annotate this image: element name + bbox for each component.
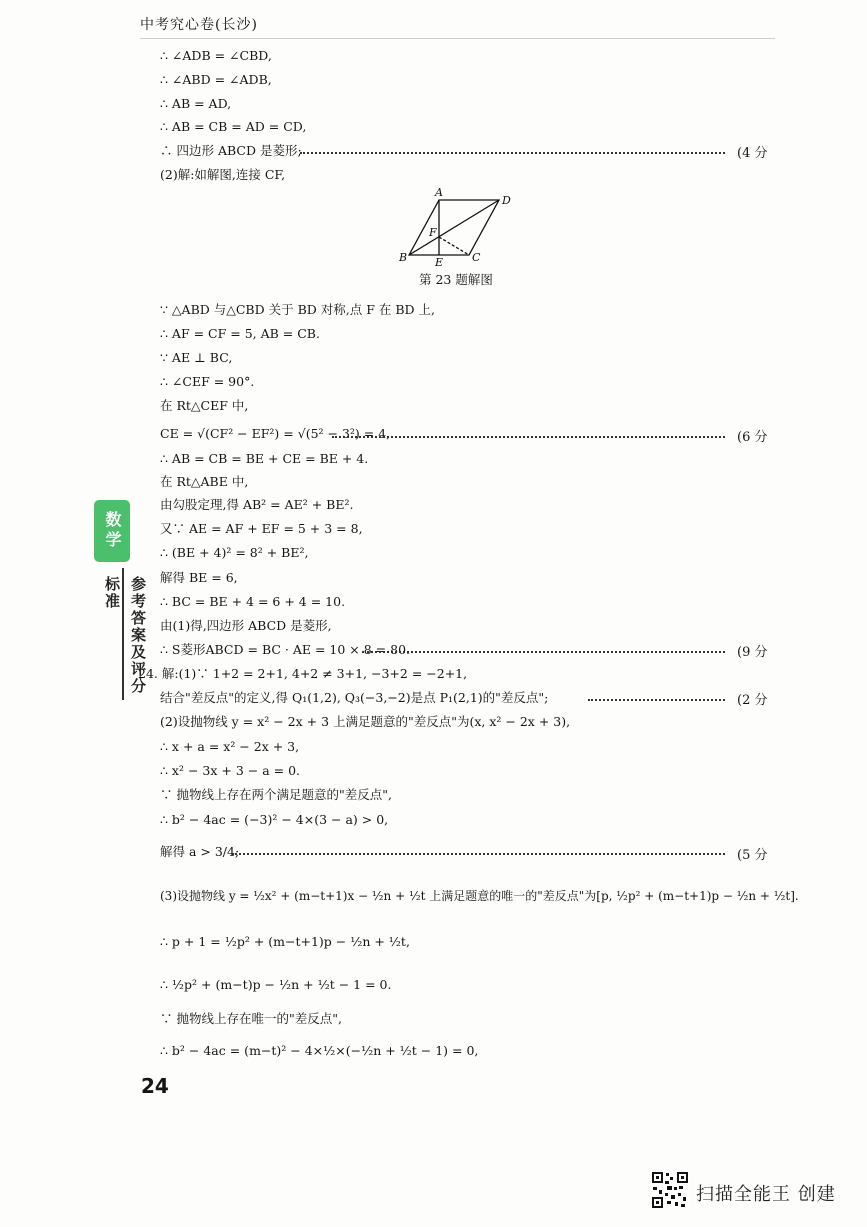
solution-line: 解得 BE = 6, bbox=[160, 570, 238, 585]
solution-line: 解得 a > 3/4; bbox=[160, 844, 240, 859]
solution-line: ∵ 抛物线上存在两个满足题意的"差反点", bbox=[160, 787, 392, 802]
label-d: D bbox=[502, 194, 511, 207]
score-leader bbox=[300, 152, 725, 154]
label-c: C bbox=[472, 251, 481, 264]
solution-line: (2)设抛物线 y = x² − 2x + 3 上满足题意的"差反点"为(x, x² − 2x + 3), bbox=[160, 714, 571, 729]
solution-line: 由勾股定理,得 AB² = AE² + BE². bbox=[160, 497, 354, 512]
solution-line: ∴ ∠ABD = ∠ADB, bbox=[160, 72, 272, 87]
sidebar-title: 参考答案及评分标准 bbox=[103, 576, 147, 695]
scanner-watermark: 扫描全能王 创建 bbox=[696, 1184, 836, 1205]
solution-line: ∴ S菱形ABCD = BC · AE = 10 × 8 = 80. bbox=[160, 642, 410, 657]
solution-line: ∵ △ABD 与△CBD 关于 BD 对称,点 F 在 BD 上, bbox=[160, 302, 435, 317]
solution-line: CE = √(CF² − EF²) = √(5² − 3²) = 4, bbox=[160, 426, 391, 441]
solution-line: ∴ AF = CF = 5, AB = CB. bbox=[160, 326, 320, 341]
score-mark: (5 分 bbox=[737, 848, 768, 863]
solution-line: ∵ AE ⊥ BC, bbox=[160, 350, 233, 365]
solution-line: (3)设抛物线 y = ½x² + (m−t+1)x − ½n + ½t 上满足题意的唯一的"差反点"为[p, ½p² + (m−t+1)p − ½n + ½t]. bbox=[160, 889, 799, 903]
solution-line: ∴ (BE + 4)² = 8² + BE², bbox=[160, 545, 309, 560]
score-mark: (6 分 bbox=[737, 430, 768, 445]
page-number: 24 bbox=[141, 1074, 169, 1098]
figure-caption: 第 23 题解图 bbox=[419, 272, 493, 287]
label-f: F bbox=[429, 226, 437, 239]
solution-line: 又∵ AE = AF + EF = 5 + 3 = 8, bbox=[160, 521, 363, 536]
page-header: 中考究心卷(长沙) bbox=[140, 17, 258, 33]
solution-line: ∴ ∠CEF = 90°. bbox=[160, 374, 255, 389]
solution-line: ∴ BC = BE + 4 = 6 + 4 = 10. bbox=[160, 594, 346, 609]
score-mark: (4 分 bbox=[737, 146, 768, 161]
solution-line: ∴ 四边形 ABCD 是菱形; bbox=[160, 143, 302, 158]
solution-line: ∴ AB = CB = AD = CD, bbox=[160, 119, 307, 134]
solution-line: 在 Rt△CEF 中, bbox=[160, 398, 249, 413]
score-leader bbox=[332, 436, 725, 438]
label-a: A bbox=[435, 186, 443, 199]
header-divider bbox=[140, 38, 775, 39]
label-b: B bbox=[399, 251, 408, 264]
geometry-figure bbox=[395, 186, 525, 266]
question-24-line: 24. 解:(1)∵ 1+2 = 2+1, 4+2 ≠ 3+1, −3+2 = −2+1, bbox=[138, 666, 468, 681]
solution-line: ∴ AB = CB = BE + CE = BE + 4. bbox=[160, 451, 369, 466]
solution-line: 由(1)得,四边形 ABCD 是菱形, bbox=[160, 618, 332, 633]
solution-line: ∴ b² − 4ac = (−3)² − 4×(3 − a) > 0, bbox=[160, 812, 389, 827]
solution-line: ∴ ∠ADB = ∠CBD, bbox=[160, 48, 272, 63]
solution-line: ∴ ½p² + (m−t)p − ½n + ½t − 1 = 0. bbox=[160, 977, 392, 992]
solution-line: ∴ AB = AD, bbox=[160, 96, 232, 111]
subject-tab: 数学 bbox=[94, 500, 130, 562]
solution-line: ∴ x² − 3x + 3 − a = 0. bbox=[160, 763, 301, 778]
score-leader bbox=[362, 651, 725, 653]
solution-line: ∴ x + a = x² − 2x + 3, bbox=[160, 739, 300, 754]
score-mark: (2 分 bbox=[737, 693, 768, 708]
score-mark: (9 分 bbox=[737, 645, 768, 660]
label-e: E bbox=[435, 256, 444, 266]
solution-line: ∴ p + 1 = ½p² + (m−t+1)p − ½n + ½t, bbox=[160, 934, 410, 949]
score-leader bbox=[588, 699, 725, 701]
segment-cf bbox=[439, 237, 469, 255]
score-leader bbox=[232, 853, 725, 855]
qr-code-icon bbox=[651, 1171, 689, 1209]
subject-sidebar bbox=[94, 500, 147, 700]
solution-line: 结合"差反点"的定义,得 Q₁(1,2), Q₃(−3,−2)是点 P₁(2,1)的"差反点"; bbox=[160, 690, 549, 705]
solution-line: 在 Rt△ABE 中, bbox=[160, 474, 249, 489]
solution-line: (2)解:如解图,连接 CF, bbox=[160, 167, 286, 182]
solution-line: ∵ 抛物线上存在唯一的"差反点", bbox=[160, 1011, 342, 1026]
solution-line: ∴ b² − 4ac = (m−t)² − 4×½×(−½n + ½t − 1) = 0, bbox=[160, 1043, 479, 1058]
